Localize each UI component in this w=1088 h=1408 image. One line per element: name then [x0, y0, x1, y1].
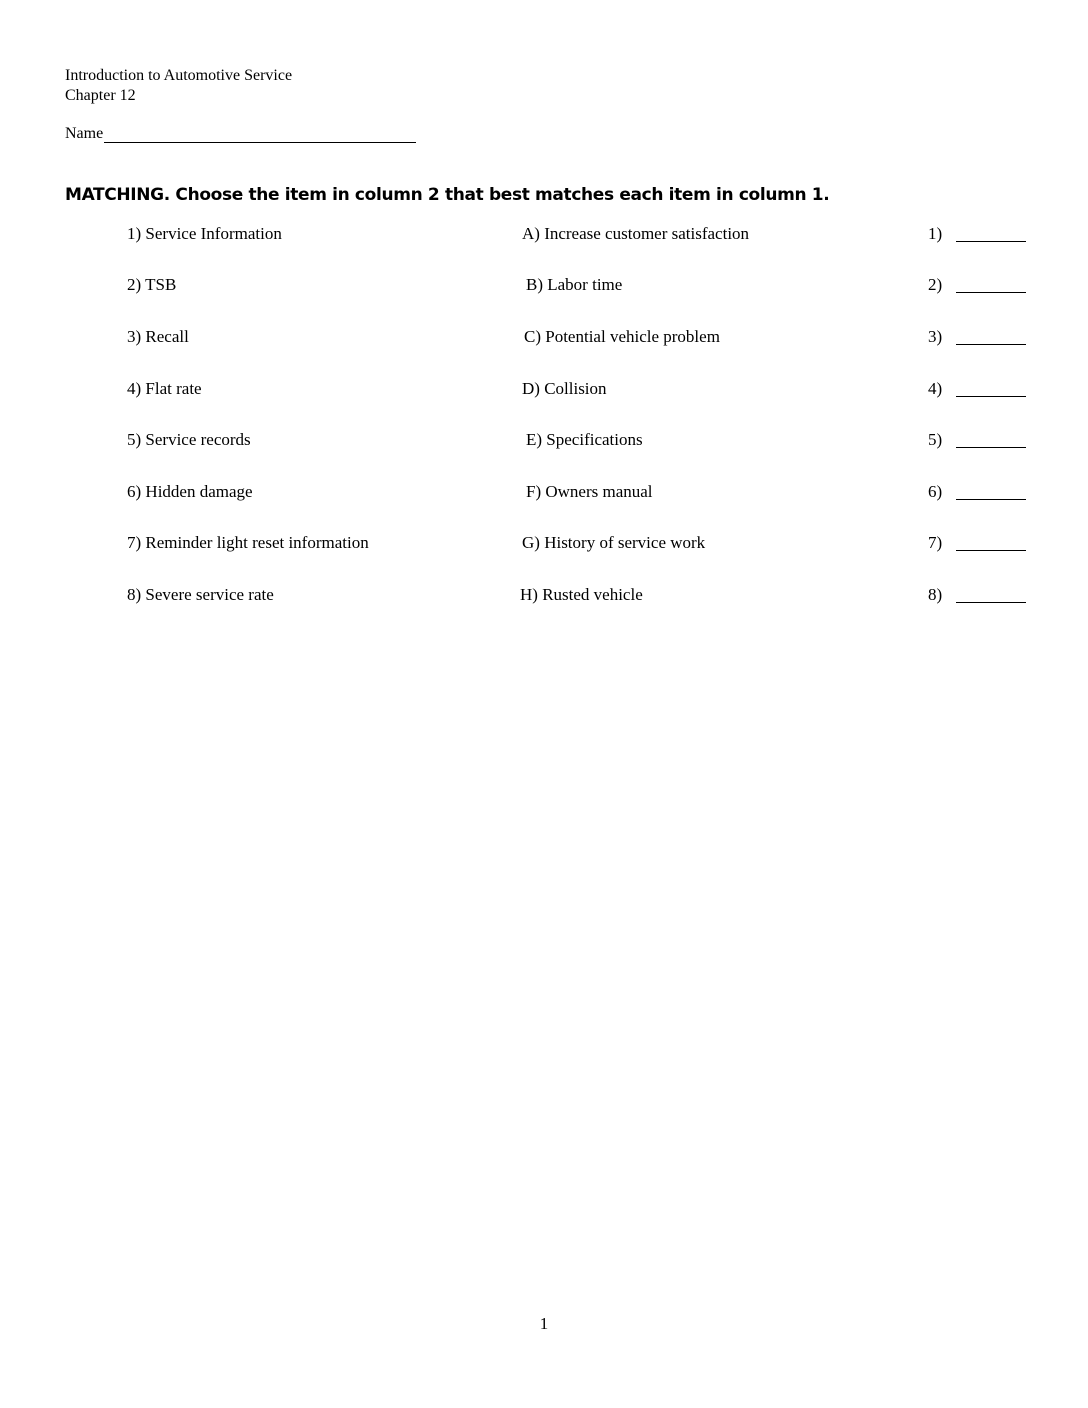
definition: B) Labor time — [526, 275, 623, 294]
term: 1) Service Information — [127, 224, 282, 243]
answer-label: 6) — [928, 482, 943, 501]
matching-row — [0, 430, 1088, 454]
definition: C) Potential vehicle problem — [524, 327, 720, 346]
answer-label: 7) — [928, 533, 943, 552]
answer-blank[interactable] — [956, 241, 1026, 242]
definition: A) Increase customer satisfaction — [522, 224, 750, 243]
answer-label: 1) — [928, 224, 943, 243]
matching-row — [0, 275, 1088, 299]
course-title: Introduction to Automotive Service — [65, 67, 293, 84]
term: 2) TSB — [127, 275, 177, 294]
name-field-row — [65, 124, 416, 143]
answer-blank[interactable] — [956, 550, 1026, 551]
answer-blank[interactable] — [956, 292, 1026, 293]
answer-blank[interactable] — [956, 447, 1026, 448]
answer-blank[interactable] — [956, 499, 1026, 500]
answer-blank[interactable] — [956, 344, 1026, 345]
matching-row — [0, 379, 1088, 403]
matching-row — [0, 585, 1088, 609]
matching-row — [0, 327, 1088, 351]
chapter-label: Chapter 12 — [65, 87, 136, 104]
name-blank[interactable] — [104, 124, 416, 143]
page-number: 1 — [539, 1314, 549, 1333]
matching-row — [0, 533, 1088, 557]
term: 5) Service records — [127, 430, 251, 449]
matching-row — [0, 224, 1088, 248]
term: 3) Recall — [127, 327, 189, 346]
answer-label: 8) — [928, 585, 943, 604]
matching-row — [0, 482, 1088, 506]
term: 4) Flat rate — [127, 379, 202, 398]
term: 6) Hidden damage — [127, 482, 253, 501]
definition: E) Specifications — [526, 430, 643, 449]
answer-label: 4) — [928, 379, 943, 398]
definition: G) History of service work — [522, 533, 706, 552]
term: 7) Reminder light reset information — [127, 533, 369, 552]
instructions-heading: MATCHING. Choose the item in column 2 that best matches each item in column 1. — [65, 185, 830, 205]
definition: D) Collision — [522, 379, 607, 398]
answer-label: 5) — [928, 430, 943, 449]
name-label: Name — [65, 125, 104, 142]
answer-label: 3) — [928, 327, 943, 346]
term: 8) Severe service rate — [127, 585, 274, 604]
answer-label: 2) — [928, 275, 943, 294]
definition: F) Owners manual — [526, 482, 653, 501]
answer-blank[interactable] — [956, 396, 1026, 397]
answer-blank[interactable] — [956, 602, 1026, 603]
definition: H) Rusted vehicle — [520, 585, 643, 604]
